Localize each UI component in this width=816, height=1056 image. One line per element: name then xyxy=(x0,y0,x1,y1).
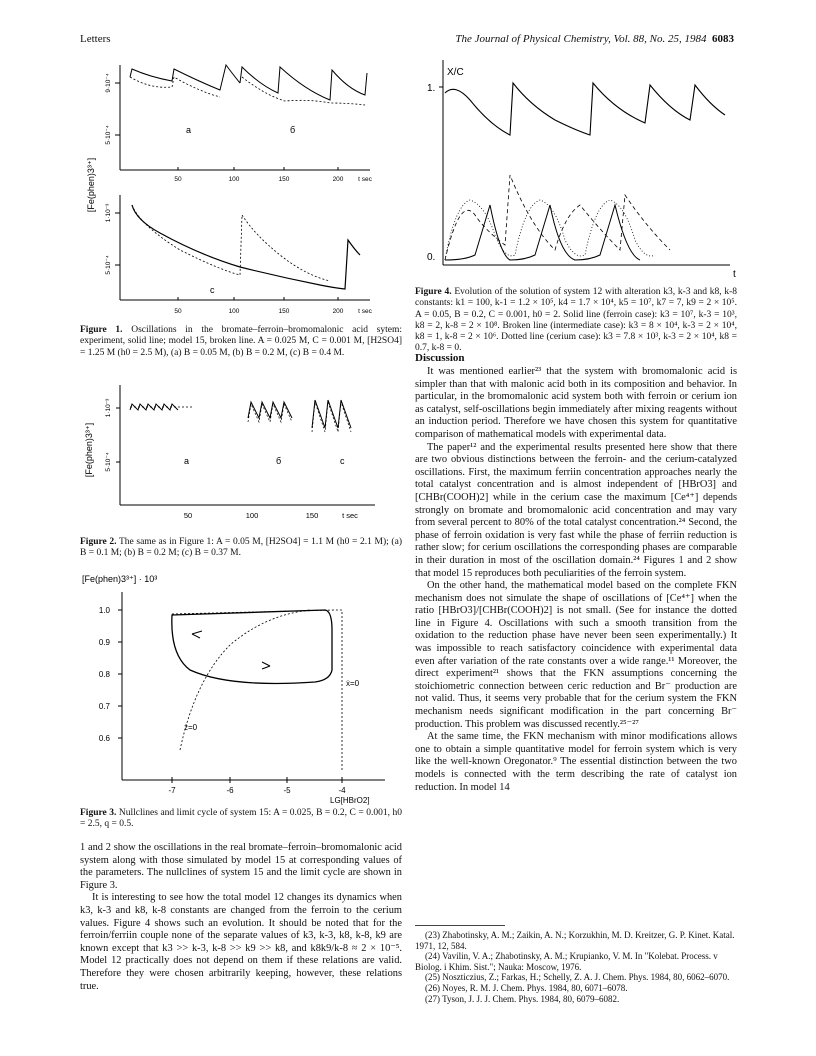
fig1-panel-a: a xyxy=(186,125,192,135)
fig3-ytick-0.7: 0.7 xyxy=(98,702,110,711)
fig3-xtick-neg5: -5 xyxy=(283,786,291,795)
fig4-tick-0: 0. xyxy=(427,252,436,263)
fig1-lower-xtick-unit: t sec xyxy=(358,308,372,315)
fig1-upper-xtick-200: 200 xyxy=(332,176,344,183)
page-number: 6083 xyxy=(712,33,734,45)
fig2-panel-c: c xyxy=(340,456,345,466)
figure-3 xyxy=(80,570,405,805)
fig3-nullcline-z: ż=0 xyxy=(184,723,198,732)
fig1-upper-ytick-1: 9·10⁻⁴ xyxy=(105,73,112,93)
figure-4 xyxy=(415,55,740,283)
figure-1 xyxy=(80,55,405,325)
figure-2 xyxy=(80,380,405,535)
fig1-lower-xtick-200: 200 xyxy=(332,308,344,315)
figure-1-caption xyxy=(80,325,402,359)
figure-1-caption-text: Oscillations in the bromate–ferroin–bromomalonic acid sytem: experiment, solid line; model 15, broken line. A = 0.025 M, C = 0.001 M, [H2SO4] = 1.25 M (h0 = 2.5 M), (a) B = 0.05 M, (b) B = 0.2 M, (c) B = 0.4 M. xyxy=(80,325,402,358)
reference-24: (24) Vavilin, V. A.; Zhabotinsky, A. M.; Krupianko, V. M. In "Kolebat. Process. v Biolog. i Khim. Sist."; Nauka: Moscow, 1976. xyxy=(415,951,718,972)
fig3-ytick-1.0: 1.0 xyxy=(98,606,110,615)
fig3-xtick-neg7: -7 xyxy=(168,786,176,795)
discussion-heading: Discussion xyxy=(415,352,465,364)
fig3-xtick-neg6: -6 xyxy=(226,786,234,795)
left-column-body xyxy=(80,842,402,993)
fig3-ytick-0.8: 0.8 xyxy=(98,670,110,679)
references-list xyxy=(415,930,737,1004)
discussion-paragraph-4: At the same time, the FKN mechanism with minor modifications allows one to obtain a simple quantitative model for ferroin system which is very like the well-known Oregonator.⁹ The essential distinction between the two models is connected with the term describing the rate of catalyst ion reduction. In model 14 xyxy=(415,731,737,793)
figure-2-caption-label: Figure 2. xyxy=(80,537,117,547)
figure-4-caption xyxy=(415,287,737,355)
fig3-y-label: [Fe(phen)3³⁺] · 10³ xyxy=(82,574,158,584)
reference-26: (26) Noyes, R. M. J. Chem. Phys. 1984, 80, 6071–6078. xyxy=(425,982,628,993)
fig1-upper-xtick-50: 50 xyxy=(174,176,182,183)
left-body-paragraph-2: It is interesting to see how the total model 12 changes its dynamics when k3, k-3 and k8, k-8 constants are changed from the ferroin to the cerium values. Figure 4 shows such an evolution. It should be noted that for the ferroin/ferriin couple none of the separate values of k3, k-3, k8, k-8, k9 are known except that k3 >> k-3, k-8 >> k9 >> k8, and k8k9/k-8 ≈ 2 × 10⁻⁵. Model 12 practically does not depend on them if these relations are valid. Therefore they were chosen arbitrarily keeping, however, these relations true. xyxy=(80,892,402,992)
figure-2-caption-text: The same as in Figure 1: A = 0.05 M, [H2SO4] = 1.1 M (h0 = 2.1 M); (a) B = 0.1 M; (b) B = 0.2 M; (c) B = 0.37 M. xyxy=(80,537,402,559)
figure-4-caption-text: Evolution of the solution of system 12 with alteration k3, k-3 and k8, k-8 constants: k1 = 100, k-1 = 1.2 × 10⁵, k4 = 1.7 × 10⁴, k5 = 10⁷, k7 = 7, k9 = 2 × 10⁵. A = 0.05, B = 0.2, C = 0.001, h0 = 2. Solid line (ferroin case): k3 = 10⁷, k-3 = 10³, k8 = 2, k-8 = 2 × 10⁸. Broken line (intermediate case): k3 = 8 × 10⁴, k-3 = 2 × 10⁴, k8 = 1, k-8 = 2 × 10⁶. Dotted line (cerium case): k3 = 7.8 × 10³, k-3 = 2 × 10⁴, k8 = 0.7, k-8 = 0. xyxy=(415,287,737,354)
fig1-panel-c: c xyxy=(210,285,215,295)
fig1-upper-xtick-100: 100 xyxy=(228,176,240,183)
running-head-section: Letters xyxy=(80,33,111,45)
fig1-lower-ytick-0: 5·10⁻⁴ xyxy=(105,255,112,275)
reference-27: (27) Tyson, J. J. J. Chem. Phys. 1984, 80, 6079–6082. xyxy=(425,993,620,1004)
fig1-lower-xtick-50: 50 xyxy=(174,308,182,315)
fig3-ytick-0.9: 0.9 xyxy=(98,638,110,647)
fig1-upper-xtick-unit: t sec xyxy=(358,176,372,183)
fig2-y-label: [Fe(phen)3³⁺] xyxy=(84,422,94,478)
fig1-lower-ytick-1: 1·10⁻³ xyxy=(105,203,112,223)
fig2-xtick-unit: t sec xyxy=(342,511,358,520)
figure-4-caption-label: Figure 4. xyxy=(415,287,452,297)
fig1-upper-ytick-0: 5·10⁻⁴ xyxy=(105,125,112,145)
journal-citation: The Journal of Physical Chemistry, Vol. 88, No. 25, 1984 xyxy=(455,33,707,45)
discussion-paragraph-2: The paper¹² and the experimental results presented here show that there are two obvious distinctions between the ferroin- and the cerium-catalyzed oscillations. First, the maximum ferriin concentration approaches nearly the total catalyst concentration and is almost independent of [HBrO3] and [CHBr(COOH)2] while in the cerium case the maximum [Ce⁴⁺] depends strongly on bromate and bromomalonic acid concentration and may vary from several percent to 80% of the total catalyst concentration.²⁴ Second, the phase of ferroin oxidation is very fast while the phase of ferriin reduction is rather slow; for cerium oscillations the corresponding phases are comparable in their duration in most of the oscillation domain.²⁴ Figures 1 and 2 show that model 15 reproduces both peculiarities of the ferroin system. xyxy=(415,441,737,579)
fig3-x-label: LG[HBrO2] xyxy=(330,796,370,805)
fig3-nullcline-x: ẋ=0 xyxy=(346,679,360,688)
references-rule xyxy=(415,925,505,926)
fig2-xtick-150: 150 xyxy=(305,511,319,520)
left-body-paragraph-1: 1 and 2 show the oscillations in the real bromate–ferroin–bromomalonic acid system along with those simulated by model 15 at corresponding values of the parameters. The nullclines of system 15 and the limit cycle are shown in Figure 3. xyxy=(80,842,402,891)
figure-3-caption xyxy=(80,808,402,831)
reference-25: (25) Noszticzius, Z.; Farkas, H.; Schelly, Z. A. J. Chem. Phys. 1984, 80, 6062–6070. xyxy=(425,972,730,983)
fig3-xtick-neg4: -4 xyxy=(338,786,346,795)
figure-1-caption-label: Figure 1. xyxy=(80,325,123,335)
reference-23: (23) Zhabotinsky, A. M.; Zaikin, A. N.; Korzukhin, M. D. Kreitzer, G. P. Kinet. Katal. 1971, 12, 584. xyxy=(415,930,735,951)
fig2-ytick-1: 1·10⁻³ xyxy=(105,398,112,418)
fig1-lower-xtick-100: 100 xyxy=(228,308,240,315)
discussion-paragraph-3: On the other hand, the mathematical model based on the complete FKN mechanism does not simulate the shape of oscillations of [Ce⁴⁺] when the ratio [HBrO3]/[CHBr(COOH)2] is not small. (See for instance the dotted line in Figure 4. Oscillations with such a smooth transition from the oxidation to the reduction phase have never been seen experimentally.) It was impossible to reach satisfactory coincidence with experimental data even after variation of the rate constants over a wide range.¹¹ Moreover, the direct experiment²¹ shows that the FKN assumptions concerning the stoichiometric connection between ceric reduction and Br⁻ production are not valid. Thus, it seems very probable that for the cerium system the FKN mechanism needs significant modification in the part concerning Br⁻ production. This problem was discussed recently.²⁵⁻²⁷ xyxy=(415,580,737,730)
figure-2-caption xyxy=(80,537,402,560)
fig4-y-label: X/C xyxy=(447,67,464,78)
fig3-ytick-0.6: 0.6 xyxy=(98,734,110,743)
fig2-panel-a: a xyxy=(184,456,190,466)
figure-3-caption-text: Nullclines and limit cycle of system 15: A = 0.025, B = 0.2, C = 0.001, h0 = 2.5, q = 0.5. xyxy=(80,808,402,830)
fig2-xtick-100: 100 xyxy=(245,511,259,520)
discussion-body xyxy=(415,366,737,794)
fig4-x-label: t xyxy=(733,269,736,280)
figure-3-caption-label: Figure 3. xyxy=(80,808,117,818)
fig2-panel-b: б xyxy=(276,456,282,466)
fig1-upper-xtick-150: 150 xyxy=(278,176,290,183)
discussion-paragraph-1: It was mentioned earlier²³ that the system with bromomalonic acid is simpler than that with malonic acid both in its composition and behavior. In particular, in the bromomalonic acid system both with ferroin or cerium ion as catalyst, self-oscillations begin immediately after mixing reagents without an induction period. Therefore we have chosen this system for quantitative comparison of mathematical models with experimental data. xyxy=(415,366,737,440)
fig1-y-label: [Fe(phen)3³⁺] xyxy=(86,157,96,213)
fig4-tick-1: 1. xyxy=(427,83,436,94)
running-head-journal xyxy=(455,33,734,45)
fig1-panel-b: б xyxy=(290,125,296,135)
fig1-lower-xtick-150: 150 xyxy=(278,308,290,315)
fig2-ytick-0: 5·10⁻⁴ xyxy=(105,452,112,472)
fig2-xtick-50: 50 xyxy=(183,511,193,520)
